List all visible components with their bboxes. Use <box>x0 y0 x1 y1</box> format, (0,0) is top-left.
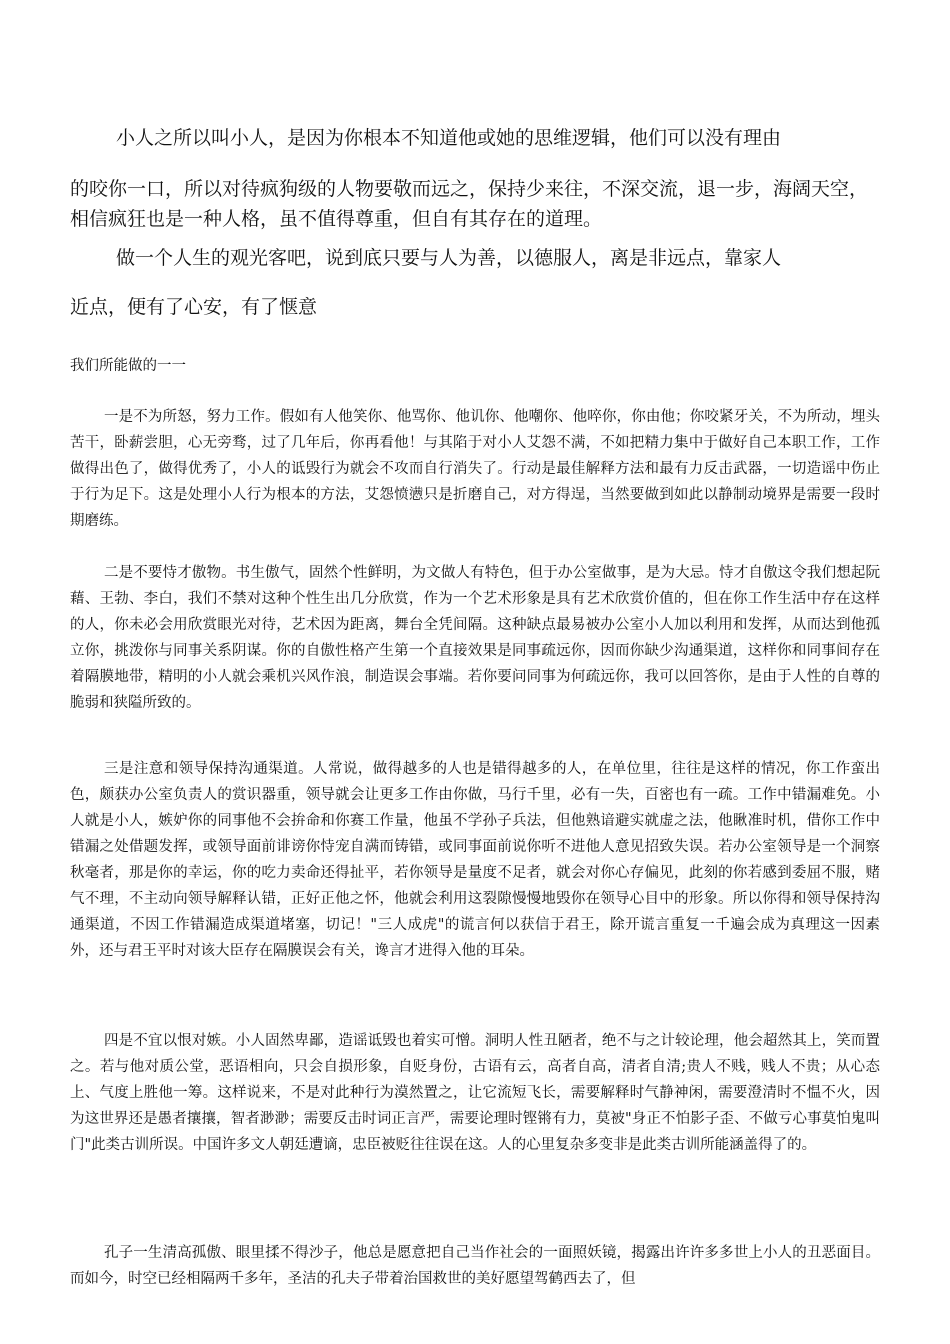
body-paragraph-2: 二是不要恃才傲物。书生傲气，固然个性鲜明，为文做人有特色，但于办公室做事，是为大忌。恃才自傲这令我们想起阮藉、王勃、李白，我们不禁对这种个性生出几分欣赏，作为一个艺术形象是具有艺术欣赏价值的，但在你工作生活中存在这样的人，你未必会用欣赏眼光对待，艺术因为距离，舞台全凭间隔。这种缺点最易被办公室小人加以利用和发挥，从而达到他孤立你，挑泼你与同事关系阴谋。你的自傲性格产生第一个直接效果是同事疏远你，因而你缺少沟通渠道，这样你和同事间存在着隔膜地带，精明的小人就会乘机兴风作浪，制造误会事端。若你要问同事为何疏远你，我可以回答你，是由于人性的自尊的脆弱和狭隘所致的。 <box>70 565 880 711</box>
intro-paragraph-2-line-1: 做一个人生的观光客吧，说到底只要与人为善，以德服人，离是非远点，靠家人 <box>116 247 782 269</box>
body-paragraph-1: 一是不为所怒，努力工作。假如有人他笑你、他骂你、他讥你、他嘲你、他啐你，你由他；你咬紧牙关，不为所动，埋头苦干，卧薪尝胆，心无旁骛，过了几年后，你再看他！与其陷于对小人艾怨不满，不如把精力集中于做好自己本职工作，工作做得出色了，做得优秀了，小人的诋毁行为就会不攻而自行消失了。行动是最佳解释方法和最有力反击武器，一切造谣中伤止于行为足下。这是处理小人行为根本的方法，艾怨愤懑只是折磨自己，对方得逞，当然要做到如此以静制动境界是需要一段时期磨练。 <box>70 409 880 529</box>
body-paragraph-4: 四是不宜以恨对嫉。小人固然卑鄙，造谣诋毁也着实可憎。洞明人性丑陋者，绝不与之计较论理，他会超然其上，笑而置之。若与他对质公堂，恶语相向，只会自损形象，自贬身份，古语有云，高者自高，清者自清;贵人不贱，贱人不贵；从心态上、气度上胜他一筹。这样说来，不是对此种行为漠然置之，让它流短飞长，需要解释时气静神闲，需要澄清时不愠不火，因为这世界还是愚者攘攘，智者渺渺；需要反击时词正言严，需要论理时铿锵有力，莫被"身正不怕影子歪、不做亏心事莫怕鬼叫门"此类古训所误。中国许多文人朝廷遭谪，忠臣被贬往往误在这。人的心里复杂多变非是此类古训所能涵盖得了的。 <box>70 1033 880 1153</box>
intro-paragraph-1-line-1: 小人之所以叫小人，是因为你根本不知道他或她的思维逻辑，他们可以没有理由 <box>116 127 782 149</box>
intro-paragraph-2-line-2: 近点，便有了心安，有了惬意 <box>70 296 318 318</box>
section-heading: 我们所能做的一一 <box>70 358 186 374</box>
intro-paragraph-1-continuation: 的咬你一口，所以对待疯狗级的人物要敬而远之，保持少来往，不深交流，退一步，海阔天空，相信疯狂也是一种人格，虽不值得尊重，但自有其存在的道理。 <box>70 178 869 230</box>
body-paragraph-3: 三是注意和领导保持沟通渠道。人常说，做得越多的人也是错得越多的人，在单位里，往往是这样的情况，你工作蛮出色，颇获办公室负责人的赏识器重，领导就会让更多工作由你做，马行千里，必有一失，百密也有一疏。工作中错漏难免。小人就是小人，嫉妒你的同事他不会拚命和你赛工作量，他虽不学孙子兵法，但他熟谙避实就虚之法，他瞅准时机，借你工作中错漏之处借题发挥，或领导面前诽谤你恃宠自满而铸错，或同事面前说你听不进他人意见招致失误。若办公室领导是一个洞察秋毫者，那是你的幸运，你的吃力卖命还得扯平，若你领导是量度不足者，就会对你心存偏见，此刻的你若感到委屈不服，赌气不理，不主动向领导解释认错，正好正他之怀，他就会利用这裂隙慢慢地毁你在领导心目中的形象。所以你得和领导保持沟通渠道，不因工作错漏造成渠道堵塞，切记！"三人成虎"的谎言何以获信于君王，除开谎言重复一千遍会成为真理这一因素外，还与君王平时对该大臣存在隔膜误会有关，谗言才进得入他的耳朵。 <box>70 761 880 959</box>
body-paragraph-5: 孔子一生清高孤傲、眼里揉不得沙子，他总是愿意把自己当作社会的一面照妖镜，揭露出许许多多世上小人的丑恶面目。而如今，时空已经相隔两千多年，圣洁的孔夫子带着治国救世的美好愿望驾鹤西去了，但 <box>70 1245 880 1287</box>
